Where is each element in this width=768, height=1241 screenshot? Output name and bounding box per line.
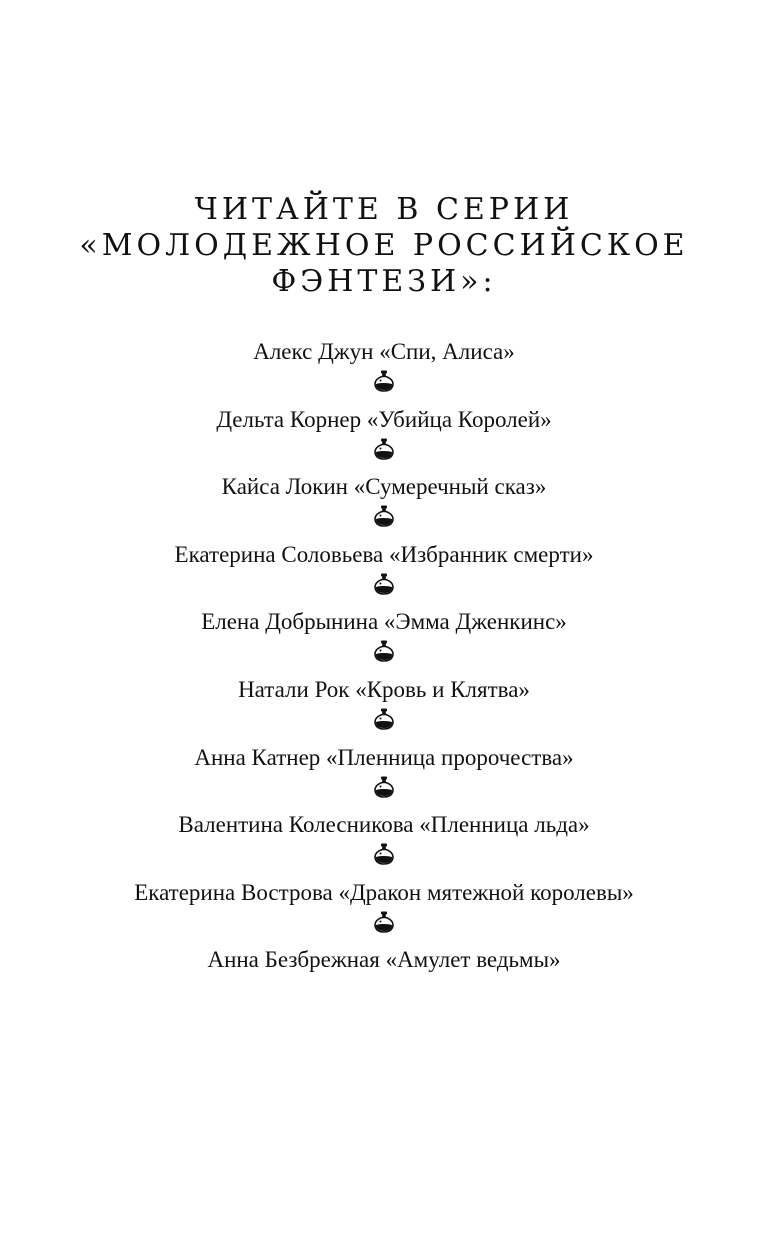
potion-flask-icon — [372, 708, 396, 730]
series-heading-line-3: ФЭНТЕЗИ»: — [271, 264, 497, 299]
book-title: Анна Безбрежная «Амулет ведьмы» — [207, 947, 561, 973]
potion-flask-icon — [372, 505, 396, 527]
book-title: Натали Рок «Кровь и Клятва» — [238, 677, 530, 702]
book-title: Анна Катнер «Пленница пророчества» — [194, 744, 574, 770]
potion-flask-icon — [372, 911, 396, 933]
potion-flask-icon — [372, 776, 396, 798]
potion-flask-icon — [372, 438, 396, 460]
potion-flask-icon — [372, 843, 396, 865]
book-title: Елена Добрынина «Эмма Дженкинс» — [201, 609, 567, 635]
book-title: Валентина Колесникова «Пленница льда» — [178, 812, 590, 838]
potion-flask-icon — [372, 370, 396, 392]
potion-flask-icon — [372, 573, 396, 595]
book-title: Екатерина Вострова «Дракон мятежной королевы» — [134, 879, 634, 905]
potion-flask-icon — [372, 640, 396, 662]
book-title: Екатерина Соловьева «Избранник смерти» — [174, 541, 594, 567]
series-heading-line-1: ЧИТАЙТЕ В СЕРИИ — [194, 192, 574, 227]
book-title: Дельта Корнер «Убийца Королей» — [216, 406, 552, 432]
book-title: Алекс Джун «Спи, Алиса» — [253, 339, 515, 364]
series-heading-line-2: «МОЛОДЕЖНОЕ РОССИЙСКОЕ — [79, 228, 689, 263]
book-title: Кайса Локин «Сумеречный сказ» — [221, 474, 547, 500]
